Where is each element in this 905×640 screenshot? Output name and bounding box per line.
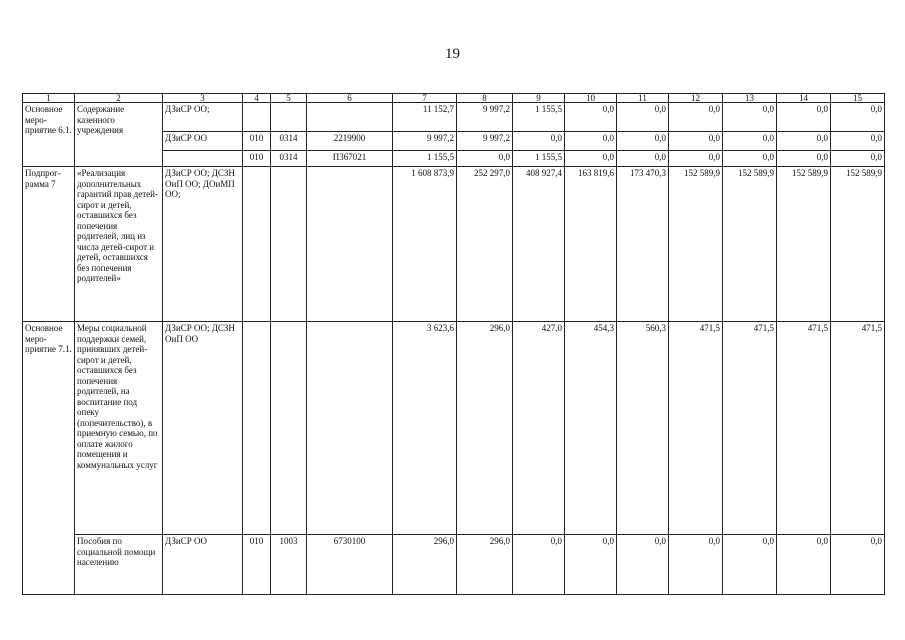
event-name-cell: Меры социальной поддержки семей, принявших детей-сирот и детей, оставшихся без попечения родителей, на воспитание под опеку (попечительство), в приемную семью, по оплате жилого помещения и коммунальных услуг	[75, 322, 163, 535]
executor-cell: ДЗиСР ОО; ДСЗН ОиП ОО; ДОиМП ОО;	[163, 167, 243, 322]
header-cell: 1	[23, 94, 75, 103]
value-cell: 0,0	[831, 535, 885, 595]
value-cell: 471,5	[669, 322, 723, 535]
value-cell: 152 589,9	[831, 167, 885, 322]
executor-cell: ДЗиСР ОО	[163, 535, 243, 595]
budget-table	[22, 93, 885, 595]
value-cell: 1 155,5	[513, 103, 565, 132]
value-cell: 0,0	[831, 151, 885, 167]
value-cell: 252 297,0	[457, 167, 513, 322]
header-cell: 6	[307, 94, 393, 103]
value-cell: 296,0	[457, 535, 513, 595]
header-cell: 7	[393, 94, 457, 103]
value-cell: 1 155,5	[513, 151, 565, 167]
value-cell: 0,0	[669, 151, 723, 167]
code-cell: 1003	[271, 535, 307, 595]
value-cell: 0,0	[723, 151, 777, 167]
header-cell: 9	[513, 94, 565, 103]
executor-cell: ДЗиСР ОО; ДСЗН ОиП ОО	[163, 322, 243, 535]
executor-cell	[163, 151, 243, 167]
value-cell: 9 997,2	[457, 103, 513, 132]
header-cell: 3	[163, 94, 243, 103]
code-cell	[307, 167, 393, 322]
code-cell: 2219900	[307, 132, 393, 151]
executor-cell: ДЗиСР ОО;	[163, 103, 243, 132]
header-row	[23, 94, 885, 103]
header-cell: 10	[565, 94, 617, 103]
table-row	[23, 103, 885, 132]
value-cell: 0,0	[565, 103, 617, 132]
executor-cell: ДЗиСР ОО	[163, 132, 243, 151]
value-cell: 0,0	[617, 132, 669, 151]
header-cell: 5	[271, 94, 307, 103]
header-cell: 13	[723, 94, 777, 103]
value-cell: 0,0	[565, 151, 617, 167]
value-cell: 0,0	[723, 132, 777, 151]
value-cell: 454,3	[565, 322, 617, 535]
value-cell: 0,0	[669, 132, 723, 151]
code-cell: 010	[243, 151, 271, 167]
code-cell: 0314	[271, 151, 307, 167]
code-cell: 010	[243, 132, 271, 151]
value-cell: 163 819,6	[565, 167, 617, 322]
code-cell	[243, 167, 271, 322]
code-cell	[243, 322, 271, 535]
code-cell: 6730100	[307, 535, 393, 595]
value-cell: 0,0	[669, 103, 723, 132]
code-cell	[271, 103, 307, 132]
code-cell: П367021	[307, 151, 393, 167]
code-cell	[271, 322, 307, 535]
budget-table-container	[22, 93, 884, 595]
table-row	[23, 535, 885, 595]
code-cell	[271, 167, 307, 322]
value-cell: 0,0	[513, 535, 565, 595]
value-cell: 0,0	[617, 151, 669, 167]
event-code-cell: Основное меро-приятие 7.1.	[23, 322, 75, 595]
value-cell: 152 589,9	[723, 167, 777, 322]
value-cell: 0,0	[457, 151, 513, 167]
code-cell	[243, 103, 271, 132]
value-cell: 560,3	[617, 322, 669, 535]
value-cell: 0,0	[617, 103, 669, 132]
header-cell: 12	[669, 94, 723, 103]
value-cell: 152 589,9	[777, 167, 831, 322]
value-cell: 0,0	[777, 535, 831, 595]
code-cell: 0314	[271, 132, 307, 151]
table-row	[23, 167, 885, 322]
value-cell: 0,0	[777, 132, 831, 151]
value-cell: 427,0	[513, 322, 565, 535]
value-cell: 296,0	[393, 535, 457, 595]
value-cell: 9 997,2	[457, 132, 513, 151]
header-cell: 2	[75, 94, 163, 103]
header-cell: 14	[777, 94, 831, 103]
value-cell: 296,0	[457, 322, 513, 535]
value-cell: 408 927,4	[513, 167, 565, 322]
value-cell: 1 608 873,9	[393, 167, 457, 322]
value-cell: 471,5	[777, 322, 831, 535]
value-cell: 9 997,2	[393, 132, 457, 151]
event-name-cell: Содержание казенного учреждения	[75, 103, 163, 167]
page-number: 19	[445, 46, 460, 62]
table-row	[23, 322, 885, 535]
value-cell: 0,0	[513, 132, 565, 151]
value-cell: 152 589,9	[669, 167, 723, 322]
event-code-cell: Основное меро-приятие 6.1.	[23, 103, 75, 167]
header-cell: 11	[617, 94, 669, 103]
value-cell: 0,0	[565, 132, 617, 151]
value-cell: 471,5	[831, 322, 885, 535]
value-cell: 0,0	[723, 535, 777, 595]
value-cell: 471,5	[723, 322, 777, 535]
value-cell: 0,0	[565, 535, 617, 595]
event-name-cell: «Реализация дополнительных гарантий прав детей-сирот и детей, оставшихся без попечения родителей, лиц из числа детей-сирот и детей, оставшихся без попечения родителей»	[75, 167, 163, 322]
code-cell	[307, 322, 393, 535]
header-cell: 8	[457, 94, 513, 103]
value-cell: 0,0	[777, 103, 831, 132]
code-cell: 010	[243, 535, 271, 595]
value-cell: 11 152,7	[393, 103, 457, 132]
value-cell: 0,0	[617, 535, 669, 595]
event-code-cell: Подпрог-рамма 7	[23, 167, 75, 322]
value-cell: 0,0	[669, 535, 723, 595]
value-cell: 173 470,3	[617, 167, 669, 322]
code-cell	[307, 103, 393, 132]
value-cell: 0,0	[831, 103, 885, 132]
value-cell: 0,0	[777, 151, 831, 167]
value-cell: 3 623,6	[393, 322, 457, 535]
value-cell: 0,0	[723, 103, 777, 132]
header-cell: 15	[831, 94, 885, 103]
event-name-cell: Пособия по социальной помощи населению	[75, 535, 163, 595]
value-cell: 0,0	[831, 132, 885, 151]
value-cell: 1 155,5	[393, 151, 457, 167]
header-cell: 4	[243, 94, 271, 103]
